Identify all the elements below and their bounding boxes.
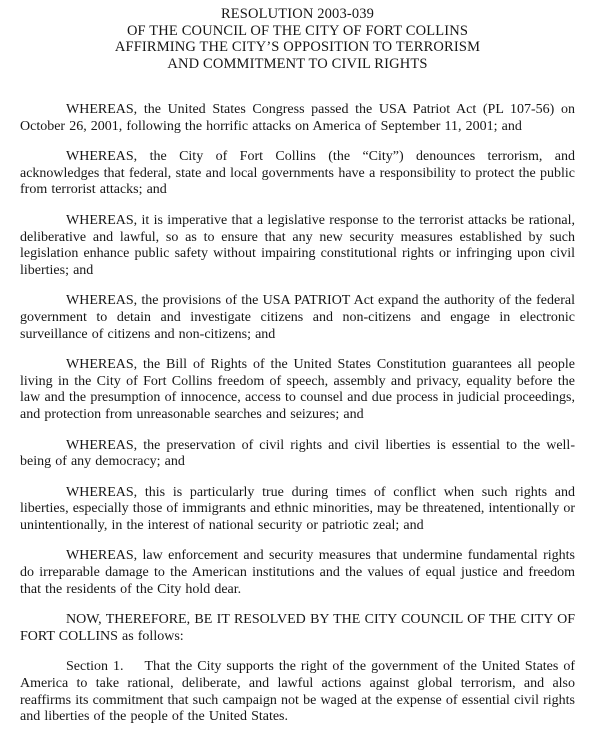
paragraph: WHEREAS, the preservation of civil rights and civil liberties is essential to the well-being of any democracy; and — [20, 437, 575, 470]
paragraph: WHEREAS, the City of Fort Collins (the “City”) denounces terrorism, and acknowledges that federal, state and local governments have a responsibility to protect the public from terrorist attacks; and — [20, 149, 575, 198]
paragraph: WHEREAS, it is imperative that a legislative response to the terrorist attacks be rational, deliberative and lawful, so as to ensure that any new security measures established by such legislation enhance public safety without impairing constitutional rights or infringing upon civil liberties; and — [20, 212, 575, 278]
title-line-resolution-number: RESOLUTION 2003-039 — [220, 6, 375, 22]
document-body — [20, 102, 575, 726]
paragraph: WHEREAS, law enforcement and security measures that undermine fundamental rights do irreparable damage to the American institutions and the values of equal justice and freedom that the residents of the City hold dear. — [20, 548, 575, 597]
paragraph: Section 1. That the City supports the right of the government of the United States of America to take rational, deliberate, and lawful actions against global terrorism, and also reaffirms its commitment that such campaign not be waged at the expense of essential civil rights and liberties of the people of the United States. — [20, 659, 575, 725]
title-line-opposition: AFFIRMING THE CITY’S OPPOSITION TO TERRORISM — [114, 39, 481, 55]
paragraph: NOW, THEREFORE, BE IT RESOLVED BY THE CITY COUNCIL OF THE CITY OF FORT COLLINS as follows: — [20, 612, 575, 644]
document-title — [20, 6, 575, 72]
paragraph: WHEREAS, the United States Congress passed the USA Patriot Act (PL 107-56) on October 26, 2001, following the horrific attacks on America of September 11, 2001; and — [20, 102, 575, 134]
title-line-commitment: AND COMMITMENT TO CIVIL RIGHTS — [167, 55, 428, 72]
paragraph: WHEREAS, this is particularly true during times of conflict when such rights and liberties, especially those of immigrants and ethnic minorities, may be threatened, intentionally or unintentionally, in the interest of national security or patriotic zeal; and — [20, 484, 575, 533]
paragraph: WHEREAS, the provisions of the USA PATRIOT Act expand the authority of the federal government to detain and investigate citizens and non-citizens and engage in electronic surveillance of citizens and non-citizens; and — [20, 293, 575, 342]
title-line-council: OF THE COUNCIL OF THE CITY OF FORT COLLINS — [126, 22, 469, 39]
paragraph: WHEREAS, the Bill of Rights of the United States Constitution guarantees all people living in the City of Fort Collins freedom of speech, assembly and privacy, equality before the law and the presumption of innocence, access to counsel and due process in judicial proceedings, and protection from unreasonable searches and seizures; and — [20, 357, 575, 422]
